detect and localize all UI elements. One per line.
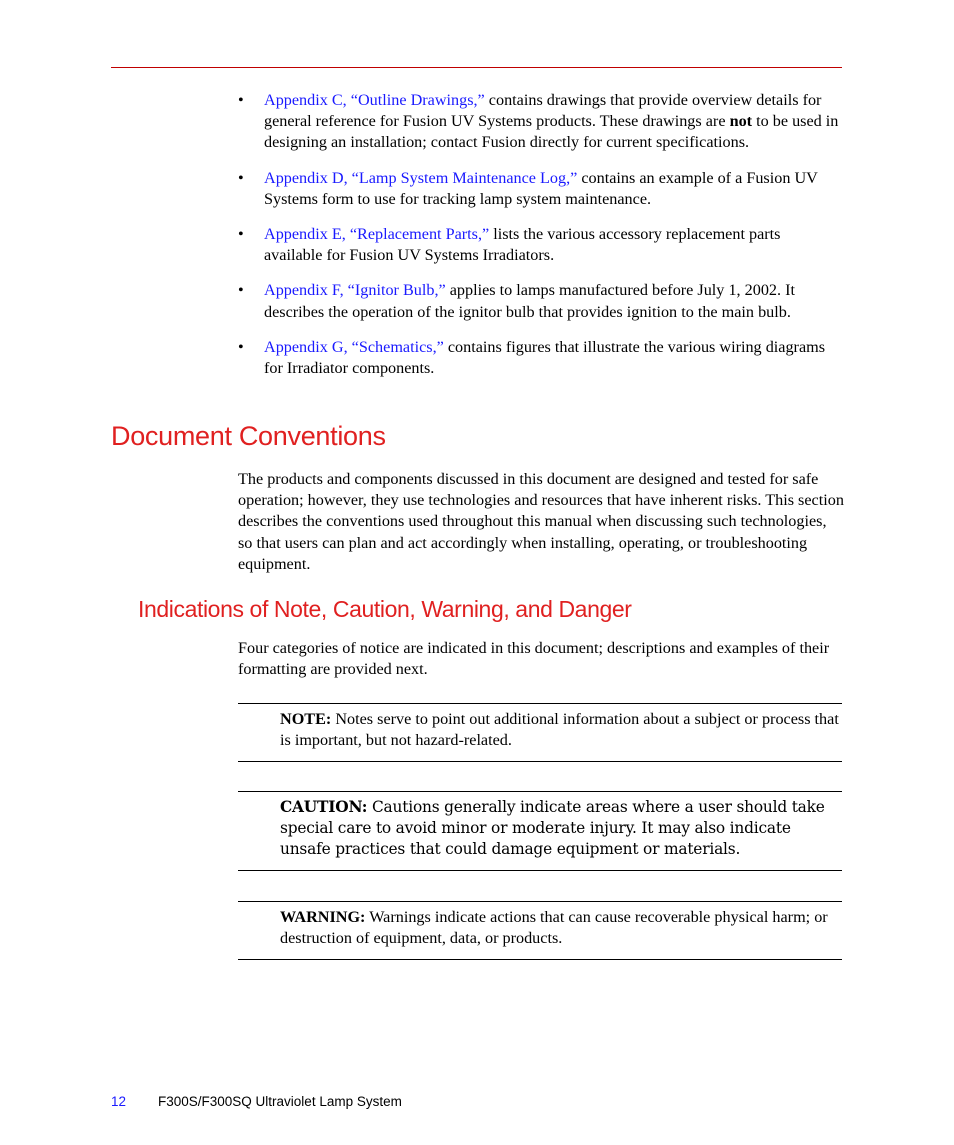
list-item (238, 337, 842, 379)
list-item-text: contains drawings that provide overview details for general reference for Fusion UV Systems products. These drawings are (264, 91, 822, 131)
note-box (238, 703, 842, 762)
caution-text (238, 792, 842, 861)
appendix-f-link[interactable]: Appendix F, “Ignitor Bulb,” (264, 281, 446, 300)
subsection-heading: Indications of Note, Caution, Warning, and Danger (138, 596, 632, 622)
caution-label: CAUTION: (280, 798, 368, 816)
appendix-e-link[interactable]: Appendix E, “Replacement Parts,” (264, 225, 490, 244)
list-item-text: contains an example of a Fusion UV Systems form to use for tracking lamp system maintenance. (264, 168, 818, 208)
list-item (238, 168, 842, 210)
appendix-g-link[interactable]: Appendix G, “Schematics,” (264, 337, 444, 356)
warning-box (238, 901, 842, 960)
list-item (238, 280, 842, 322)
bullet: • (238, 91, 244, 109)
section-heading: Document Conventions (111, 421, 386, 451)
emphasis-text: not (729, 112, 753, 131)
caution-box (238, 791, 842, 871)
list-item-text: to be used in designing an installation; contact Fusion directly for current specifications. (264, 112, 839, 152)
warning-body: Warnings indicate actions that can cause recoverable physical harm; or destruction of equipment, data, or products. (280, 908, 828, 948)
section-intro: The products and components discussed in this document are designed and tested for safe operation; however, they use technologies and resources that have inherent risks. This section describes the conventions used throughout this manual when discussing such technologies, so that users can plan and act accordingly when installing, operating, or troubleshooting equipment. (238, 470, 844, 573)
page-number: 12 (111, 1094, 127, 1109)
note-body: Notes serve to point out additional information about a subject or process that is important, but not hazard-related. (280, 710, 839, 750)
appendix-list (238, 90, 842, 393)
warning-text (238, 902, 842, 949)
appendix-d-link[interactable]: Appendix D, “Lamp System Maintenance Log,” (264, 168, 578, 187)
list-item (238, 90, 842, 154)
list-item-text: applies to lamps manufactured before July 1, 2002. It describes the operation of the ignitor bulb that provides ignition to the main bulb. (264, 281, 795, 321)
bullet: • (238, 168, 244, 187)
note-text (238, 704, 842, 751)
subsection-intro: Four categories of notice are indicated in this document; descriptions and examples of their formatting are provided next. (238, 639, 830, 679)
appendix-c-link[interactable]: Appendix C, “Outline Drawings,” (264, 91, 485, 109)
list-item (238, 224, 842, 266)
header-rule (111, 67, 842, 68)
bullet: • (238, 281, 244, 300)
note-label: NOTE: (280, 710, 332, 728)
bullet: • (238, 225, 244, 244)
warning-label: WARNING: (280, 908, 366, 926)
caution-body: Cautions generally indicate areas where a user should take special care to avoid minor or moderate injury. It may also indicate unsafe practices that could damage equipment or materials. (280, 798, 825, 859)
page-footer (111, 1094, 402, 1109)
document-title: F300S/F300SQ Ultraviolet Lamp System (158, 1094, 402, 1109)
list-item-text: lists the various accessory replacement parts available for Fusion UV Systems Irradiators. (264, 225, 781, 265)
list-item-text: contains figures that illustrate the various wiring diagrams for Irradiator components. (264, 337, 826, 378)
bullet: • (238, 337, 244, 356)
